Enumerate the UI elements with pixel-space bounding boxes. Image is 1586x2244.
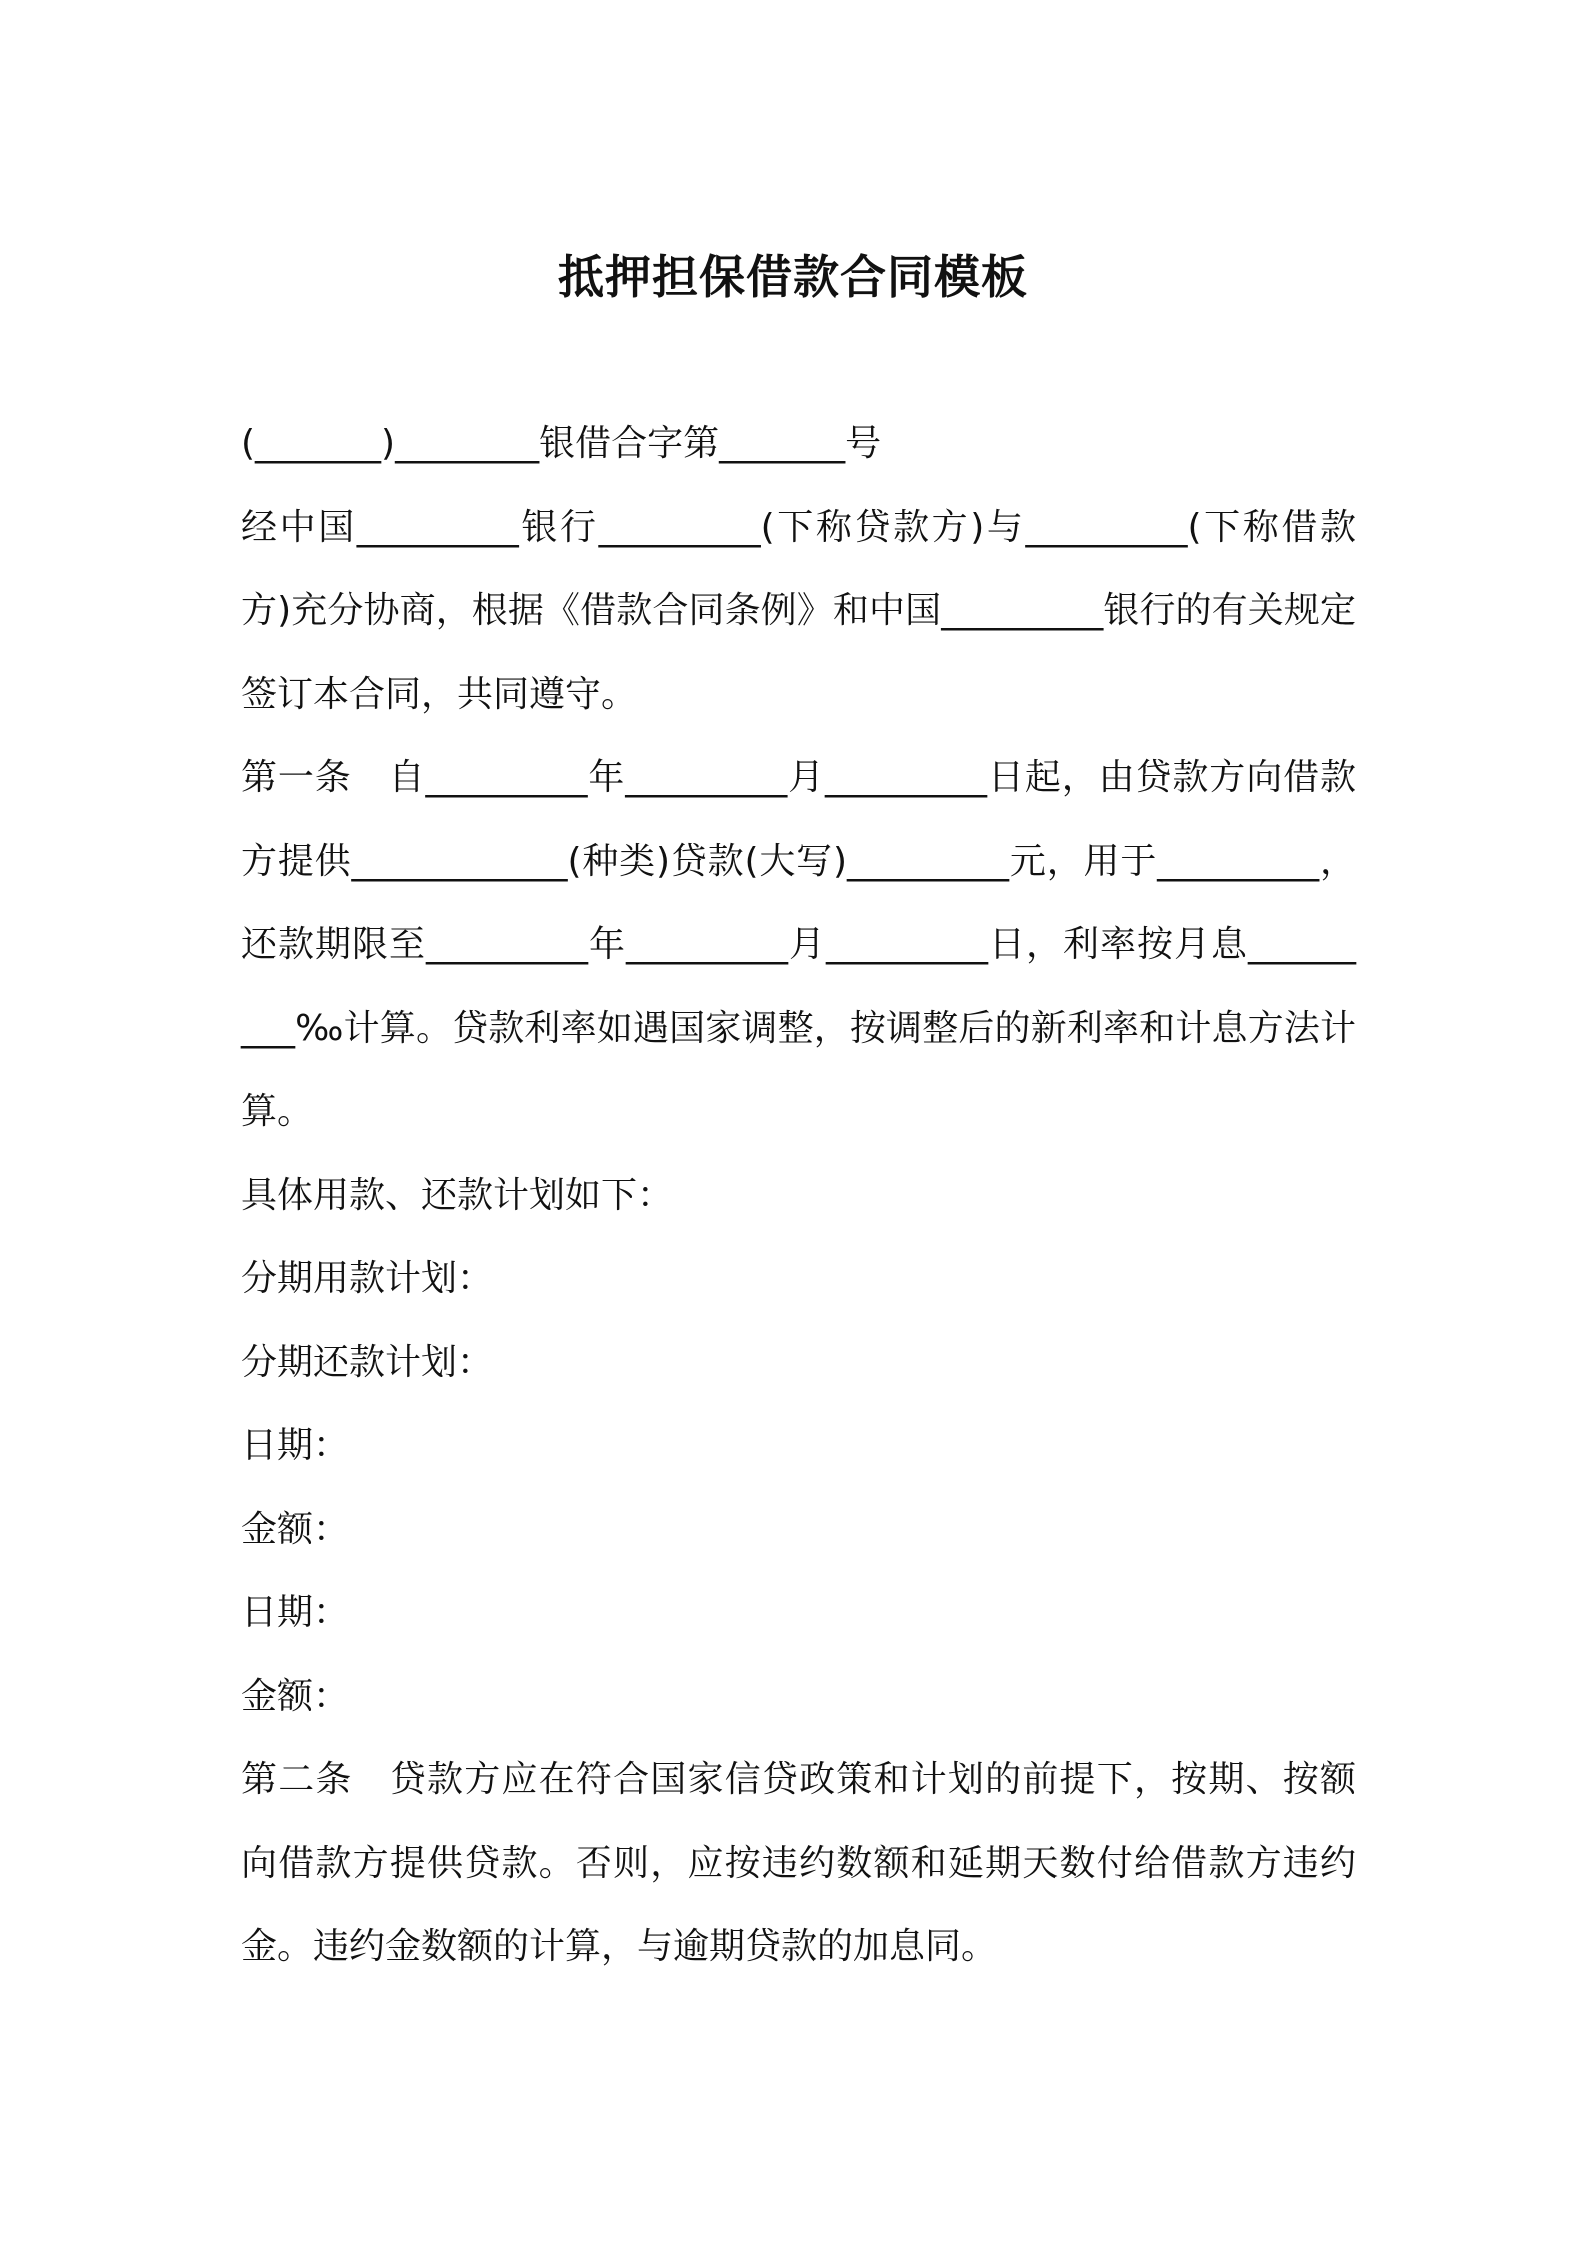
article-two-paragraph: 第二条 贷款方应在符合国家信贷政策和计划的前提下，按期、按额向借款方提供贷款。否则，应按违约数额和延期天数付给借款方违约金。违约金数额的计算，与逾期贷款的加息同。 xyxy=(241,1759,1356,1967)
preamble-paragraph: 经中国_________银行_________(下称贷款方)与_________(下称借款方)充分协商，根据《借款合同条例》和中国_________银行的有关规定签订本合同，共同遵守。 xyxy=(241,506,1356,715)
date-label-2: 日期： xyxy=(241,1592,350,1633)
article-one-paragraph: 第一条 自_________年_________月_________日起，由贷款方向借款方提供____________(种类)贷款(大写)_________元，用于_________，还款期限至_________年_________月_________日，利率按月息_________‰计算。贷款利率如遇国家调整，按调整后的新利率和计息方法计算。 xyxy=(241,757,1356,1132)
plan-intro-line: 具体用款、还款计划如下： xyxy=(241,1174,674,1216)
repayment-plan-label: 分期还款计划： xyxy=(241,1341,494,1383)
amount-label-1: 金额： xyxy=(241,1508,350,1550)
date-label-1: 日期： xyxy=(241,1425,350,1466)
contract-number-line: (_______)________银借合字第_______号 xyxy=(241,423,882,464)
document-body xyxy=(241,402,1356,1989)
document-title: 抵押担保借款合同模板 xyxy=(558,249,1028,304)
drawdown-plan-label: 分期用款计划： xyxy=(241,1258,494,1299)
amount-label-2: 金额： xyxy=(241,1675,350,1717)
